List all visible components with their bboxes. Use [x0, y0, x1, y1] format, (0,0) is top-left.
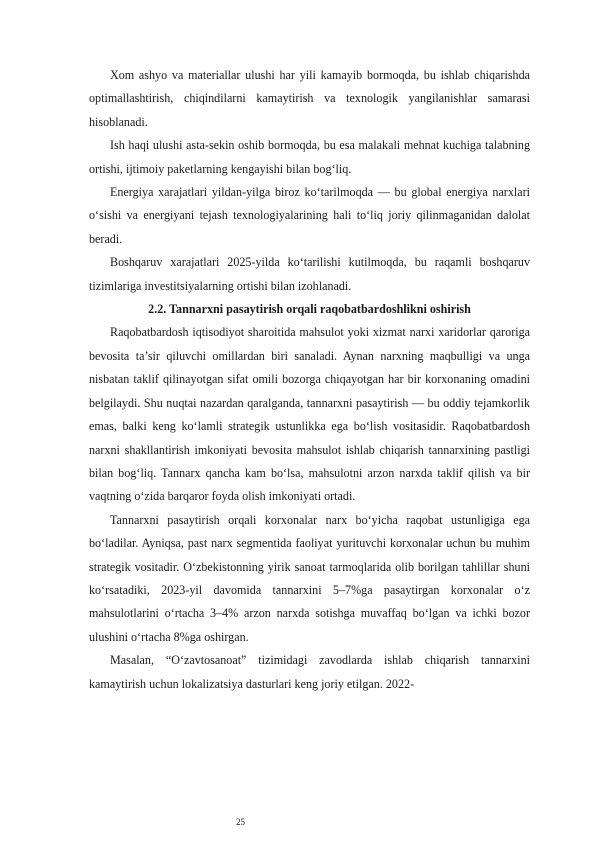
paragraph-management: Boshqaruv xarajatlari 2025-yilda ko‘tarilishi kutilmoqda, bu raqamli boshqaruv tizimlariga investitsiyalarning ortishi bilan izohlanadi.	[89, 255, 530, 293]
paragraph-example: Masalan, “O‘zavtosanoat” tizimidagi zavodlarda ishlab chiqarish tannarxini kamaytirish uchun lokalizatsiya dasturlari keng joriy etilgan. 2022-	[89, 653, 530, 691]
page-number-text: 25	[236, 817, 245, 827]
page-number	[0, 817, 595, 827]
paragraph-energy: Energiya xarajatlari yildan-yilga biroz ko‘tarilmoqda — bu global energiya narxlari o‘sishi va energiyani tejash texnologiyalarining hali to‘liq joriy qilinmaganidan dalolat beradi.	[89, 185, 530, 246]
paragraph-competitiveness: Raqobatbardosh iqtisodiyot sharoitida mahsulot yoki xizmat narxi xaridorlar qaroriga bevosita ta’sir qiluvchi omillardan biri sanaladi. Aynan narxning maqbulligi va unga nisbatan taklif qilinayotgan sifat omili bozorga chiqayotgan har bir korxonaning omadini belgilaydi. Shu nuqtai nazardan qaralganda, tannarxni pasaytirish — bu oddiy tejamkorlik emas, balki keng ko‘lamli strategik ustunlikka ega bo‘lish vositasidir. Raqobatbardosh narxni shakllantirish imkoniyati bevosita mahsulot ishlab chiqarish tannarxining pastligi bilan bog‘liq. Tannarx qancha kam bo‘lsa, mahsulotni arzon narxda taklif qilish va bir vaqtning o‘zida barqaror foyda olish imkoniyati ortadi.	[89, 325, 530, 504]
section-heading: 2.2. Tannarxni pasaytirish orqali raqobatbardoshlikni oshirish	[148, 302, 471, 317]
paragraph-wages: Ish haqi ulushi asta-sekin oshib bormoqda, bu esa malakali mehnat kuchiga talabning ortishi, ijtimoiy paketlarning kengayishi bilan bog‘liq.	[89, 138, 530, 176]
document-page	[89, 64, 530, 696]
paragraph-raw-materials: Xom ashyo va materiallar ulushi har yili kamayib bormoqda, bu ishlab chiqarishda optimallashtirish, chiqindilarni kamaytirish va texnologik yangilanishlar samarasi hisoblanadi.	[89, 68, 530, 129]
paragraph-price-advantage: Tannarxni pasaytirish orqali korxonalar narx bo‘yicha raqobat ustunligiga ega bo‘ladilar. Ayniqsa, past narx segmentida faoliyat yurituvchi korxonalar uchun bu muhim strategik vositadir. O‘zbekistonning yirik sanoat tarmoqlarida olib borilgan tahlillar shuni ko‘rsatadiki, 2023-yil davomida tannarxini 5–7%ga pasaytirgan korxonalar o‘z mahsulotlarini o‘rtacha 3–4% arzon narxda sotishga muvaffaq bo‘lgan va ichki bozor ulushini o‘rtacha 8%ga oshirgan.	[89, 512, 530, 644]
